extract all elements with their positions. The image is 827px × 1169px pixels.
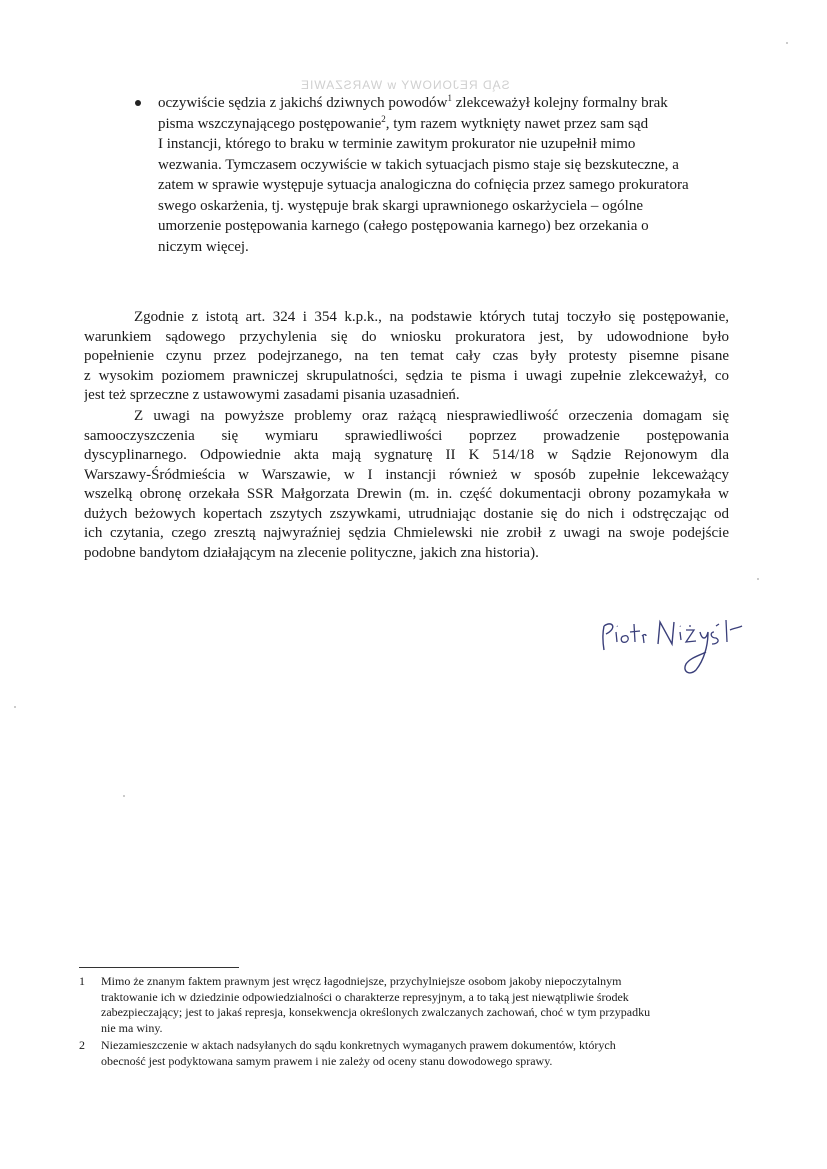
scan-speck [757, 578, 759, 580]
bullet-item [135, 93, 735, 257]
paragraph-line: popełnienie czynu przez podejrzanego, na ten temat cały czas były protesty pisemne pisane [84, 348, 729, 364]
paragraph-line: Zgodnie z istotą art. 324 i 354 k.p.k., na podstawie których tutaj toczyło się postępowanie, [134, 309, 729, 325]
bullet-line: wezwania. Tymczasem oczywiście w takich sytuacjach pismo staje się bezskuteczne, a [158, 156, 679, 173]
paragraph-line: samooczyszczenia się wymiaru sprawiedliwości poprzez prowadzenie postępowania [84, 427, 729, 444]
footnote-line: traktowanie ich w dziedzinie odpowiedzialności o charakterze represyjnym, a to taką jest niewątpliwie środek [101, 989, 629, 1004]
paragraph-line: z wysokim poziomem prawniczej skrupulatności, sędzia te pisma i uwagi zupełnie zlekceważył, co [84, 367, 729, 384]
bullet-dot-icon [135, 100, 141, 106]
scan-speck [123, 795, 125, 797]
footnote-number: 1 [79, 974, 85, 988]
paragraph-line: podobne bandytom działającym na zlecenie polityczne, jakich zna historia). [84, 544, 539, 561]
handwritten-signature [596, 612, 746, 682]
bullet-line: oczywiście sędzia z jakichś dziwnych powodów$^1$ zlekceważył kolejny formalny brak [158, 93, 668, 111]
footnote-line: Mimo że znanym faktem prawnym jest wręcz łagodniejsze, przychylniejsze osobom jakoby niepoczytalnym [101, 974, 622, 988]
faded-stamp: SĄD REJONOWY w WARSZAWIE [300, 78, 510, 92]
paragraph-line: ich czytania, czego zresztą najwyraźniej sędzia Chmielewski nie zrobił z uwagi na swoje podejście [84, 525, 729, 541]
footnote-text [101, 974, 729, 1036]
footnote-divider [79, 967, 239, 968]
scan-speck [14, 706, 16, 708]
footnotes [79, 974, 729, 1071]
paragraph-line: warunkiem sądowego przychylenia się do wniosku prokuratora jest, by udowodnione było [84, 328, 729, 345]
footnote-text [101, 1038, 729, 1069]
paragraph-line: Z uwagi na powyższe problemy oraz rażącą niesprawiedliwość orzeczenia domagam się [134, 408, 729, 424]
footnote-ref-1: 1 [447, 93, 452, 103]
footnote-line: obecność jest podyktowana samym prawem i nie zależy od oceny stanu dowodowego sprawy. [101, 1053, 553, 1068]
bullet-line: swego oskarżenia, tj. występuje brak skargi uprawnionego oskarżyciela – ogólne [158, 197, 643, 214]
bullet-line: zatem w sprawie występuje sytuacja analogiczna do cofnięcia przez samego prokuratora [158, 177, 689, 193]
bullet-line: I instancji, którego to braku w terminie zawitym prokurator nie uzupełnił mimo [158, 136, 636, 152]
bullet-line: niczym więcej. [158, 238, 249, 255]
footnote-2 [79, 1038, 729, 1069]
footnote-line: Niezamieszczenie w aktach nadsyłanych do sądu konkretnych wymaganych prawem dokumentów, których [101, 1038, 616, 1052]
paragraph-2 [84, 407, 729, 563]
paragraph-line: dyscyplinarnego. Odpowiednie akta mają sygnaturę II K 514/18 w Sądzie Rejonowym dla [84, 447, 729, 463]
paragraph-line: wszelką obronę orzekała SSR Małgorzata Drewin (m. in. część dokumentacji obrony pozamykała w [84, 486, 729, 502]
paragraph-1 [84, 308, 729, 406]
bullet-line: pisma wszczynającego postępowanie$^2$, tym razem wytknięty nawet przez sam sąd [158, 113, 649, 132]
footnote-line: zabezpieczający; jest to jakaś represja, konsekwencja określonych zwalczanych zachowań, choć w tym przypadku [101, 1005, 651, 1019]
footnote-1 [79, 974, 729, 1036]
bullet-line: umorzenie postępowania karnego (całego postępowania karnego) bez orzekania o [158, 218, 649, 234]
paragraph-line: Warszawy-Śródmieścia w Warszawie, w I instancji również w sposób zupełnie lekceważący [84, 466, 729, 483]
paragraph-line: jest też sprzeczne z ustawowymi zasadami pisania uzasadnień. [84, 387, 460, 403]
scan-speck [786, 42, 788, 44]
footnote-ref-2: 2 [381, 113, 386, 124]
paragraph-line: dużych beżowych kopertach zszytych zszywkami, utrudniając dostanie się do nich i odstręczając od [84, 505, 729, 522]
footnote-line: nie ma winy. [101, 1020, 163, 1035]
bullet-text [158, 93, 735, 257]
footnote-number: 2 [79, 1038, 85, 1052]
